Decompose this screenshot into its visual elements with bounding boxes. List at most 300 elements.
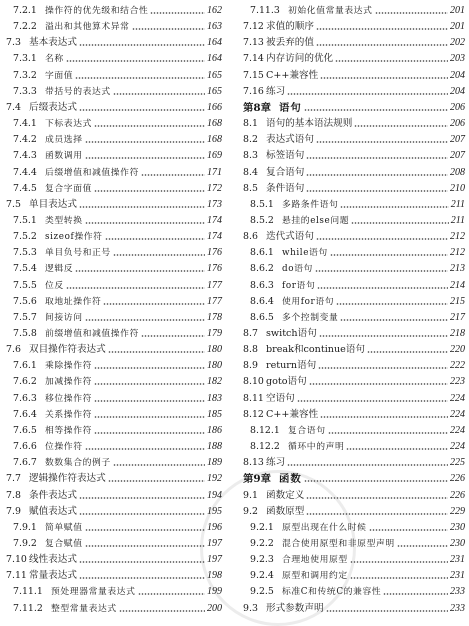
toc-entry-page: 199 [207,586,222,598]
toc-entry [243,358,465,374]
toc-entry-number: 8.1 [243,118,258,130]
toc-entry-number: 7.6.2 [13,376,37,388]
toc-entry-page: 197 [207,537,222,549]
toc-entry [6,51,222,67]
dot-leader [94,383,205,385]
toc-entry-number: 8.5.2 [250,214,274,226]
toc-entry-page: 215 [450,295,465,307]
toc-entry-number: 8.2 [243,134,258,146]
toc-entry-number: 7.3.3 [13,85,37,97]
toc-entry-number: 7.6.1 [13,360,37,372]
toc-entry [243,181,465,197]
toc-entry-title: 单目负号和正号 [45,248,111,259]
toc-entry-number: 8.6.1 [250,247,274,259]
toc-entry [6,181,222,197]
toc-entry-page: 212 [450,231,465,243]
toc-entry-number: 7.14 [243,53,264,65]
toc-entry-number: 8.6 [243,231,258,243]
toc-entry-title: 相等操作符 [45,425,92,436]
toc-entry [243,504,465,520]
toc-entry [6,455,222,471]
dot-leader [335,60,448,62]
toc-entry-number: 7.6.3 [13,392,37,404]
toc-entry-number: 8.9 [243,360,258,372]
toc-entry-page: 226 [450,473,465,485]
dot-leader [85,529,205,531]
dot-leader [336,303,448,305]
toc-entry-page: 214 [450,279,465,291]
toc-entry-page: 196 [207,521,222,533]
dot-leader [318,367,448,369]
dot-leader [306,190,448,192]
dot-leader [85,222,205,224]
toc-entry-title: 操作符的优先级和结合性 [45,6,149,16]
dot-leader [103,303,205,305]
toc-entry-title: 加减操作符 [45,377,92,388]
toc-entry-page: 165 [207,69,222,81]
toc-entry-title: 语句的基本语法规则 [266,118,353,130]
toc-entry-title: 原型和调用约定 [282,571,348,582]
toc-entry [243,310,465,326]
toc-entry-number: 8.5 [243,182,258,194]
dot-leader [383,593,448,595]
toc-entry-title: 求值的顺序 [266,21,314,33]
toc-entry-page: 186 [207,424,222,436]
toc-entry-title: 单目表达式 [29,198,77,210]
toc-entry-number: 7.2.2 [13,21,37,33]
dot-leader [346,448,448,450]
toc-entry [6,552,222,568]
toc-entry [6,19,222,35]
toc-entry-page: 182 [207,376,222,388]
toc-entry [6,3,222,19]
toc-entry [6,84,222,100]
dot-leader [79,513,205,515]
dot-leader [319,335,448,337]
toc-entry-title: 位操作符 [45,442,83,453]
toc-entry [243,455,465,471]
toc-entry-number: 8.8 [243,344,258,356]
toc-entry-page: 185 [207,408,222,420]
toc-entry-page: 224 [450,424,465,436]
toc-entry-title: 使用for语句 [282,296,335,307]
toc-entry-page: 169 [207,150,222,162]
toc-entry-number: 7.9.1 [13,521,37,533]
toc-entry-title: 迭代式语句 [266,231,314,243]
toc-entry-number: 7.3.1 [13,53,37,65]
toc-entry-number: 7.6 [6,344,21,356]
dot-leader [94,125,205,127]
toc-entry-title: 下标表达式 [45,119,92,130]
toc-entry-number: 9.2 [243,505,258,517]
toc-entry-title: 循环中的声明 [288,442,345,453]
toc-entry [6,536,222,552]
dot-leader [85,448,205,450]
toc-entry-page: 207 [450,150,465,162]
toc-entry-number: 8.11 [243,392,264,404]
toc-entry [6,197,222,213]
toc-entry-title: 内存访问的优化 [266,53,334,65]
dot-leader [316,238,448,240]
toc-entry-page: 217 [450,311,465,323]
toc-entry-number: 8.5.1 [250,198,274,210]
toc-entry-number: 9.2.2 [250,537,274,549]
toc-entry-number: 8.6.5 [250,311,274,323]
toc-entry-page: 172 [207,182,222,194]
toc-entry [6,165,222,181]
toc-entry-title: 基本表达式 [29,37,77,49]
toc-entry [243,568,465,584]
toc-entry-title: 多路条件语句 [282,199,339,210]
toc-entry [243,229,465,245]
toc-entry-title: 初始化值常量表达式 [288,6,373,16]
toc-entry-page: 200 [207,602,222,614]
dot-leader [94,367,205,369]
dot-leader [119,610,205,612]
toc-entry-title: 字面值 [45,70,74,81]
toc-entry-number: 7.3 [6,37,21,49]
dot-leader [66,60,205,62]
toc-entry-number: 7.6.4 [13,408,37,420]
toc-chapter-entry [243,100,465,116]
toc-entry-number: 7.4.2 [13,134,37,146]
dot-leader [350,577,448,579]
toc-entry [6,310,222,326]
toc-entry-number: 7.4.4 [13,166,37,178]
toc-entry [6,116,222,132]
dot-leader [340,319,448,321]
toc-entry-page: 162 [207,5,222,16]
dot-leader [108,351,205,353]
toc-entry-number: 7.11.2 [13,602,43,614]
toc-entry [243,374,465,390]
toc-entry-title: 移位操作符 [45,393,92,404]
toc-entry [6,374,222,390]
toc-entry-page: 183 [207,392,222,404]
toc-entry-page: 230 [450,537,465,549]
dot-leader [309,383,448,385]
toc-entry-number: 7.4 [6,101,21,113]
toc-entry [6,584,222,600]
toc-entry-page: 176 [207,247,222,259]
toc-entry-title: goto语句 [266,376,307,388]
toc-entry-number: 7.5.7 [13,311,37,323]
dot-leader [132,28,205,30]
toc-entry-page: 226 [450,489,465,501]
dot-leader [141,335,205,337]
toc-entry-page: 211 [450,214,465,226]
toc-entry-number: 8.6.3 [250,279,274,291]
toc-entry [6,520,222,536]
toc-entry-title: 多个控制变量 [282,312,339,323]
toc-entry-number: 8.4 [243,166,258,178]
toc-entry-number: 8.12 [243,408,264,420]
toc-entry-title: 函数定义 [266,489,305,501]
toc-entry-number: 7.9.2 [13,537,37,549]
toc-entry-page: 168 [207,118,222,130]
toc-entry-title: 复合语句 [288,425,326,436]
toc-entry-number: 8.10 [243,376,264,388]
toc-entry-number: 8.6.4 [250,295,274,307]
dot-leader [85,545,205,547]
dot-leader [66,287,205,289]
toc-entry-number: 7.8 [6,489,21,501]
toc-entry [243,552,465,568]
toc-entry-number: 7.11 [6,570,27,582]
toc-entry [243,19,465,35]
toc-entry [243,294,465,310]
toc-entry-title: 数数集合的例子 [45,458,111,469]
toc-entry-title: 混合使用原型和非原型声明 [282,538,395,549]
toc-entry-number: 7.5.1 [13,214,37,226]
toc-entry [243,213,465,229]
toc-entry [243,536,465,552]
toc-entry-title: 带括号的表达式 [45,86,111,97]
dot-leader [79,206,205,208]
toc-entry-page: 174 [207,231,222,243]
toc-entry-page: 231 [450,554,465,566]
toc-entry-title: 间接访问 [45,312,83,323]
toc-entry-number: 7.5.5 [13,279,37,291]
toc-entry-number: 7.5.3 [13,247,37,259]
toc-entry-page: 231 [450,570,465,582]
toc-entry-title: 函数 [279,473,302,486]
toc-entry-number: 7.7 [6,473,21,485]
toc-entry-page: 213 [450,263,465,275]
toc-entry-page: 176 [207,263,222,275]
toc-entry-page: 202 [450,37,465,49]
toc-entry [6,423,222,439]
toc-entry-page: 220 [450,344,465,356]
toc-entry-number: 7.15 [243,69,264,81]
dot-leader [94,190,205,192]
toc-entry-page: 174 [207,214,222,226]
toc-entry-page: 179 [207,328,222,339]
toc-entry-page: 178 [207,311,222,323]
toc-entry [243,520,465,536]
toc-entry-title: 后缀增值和减值操作符 [45,167,139,178]
toc-entry-number: 7.4.1 [13,118,37,130]
dot-leader [94,416,205,418]
toc-entry [6,342,222,358]
toc-entry-page: 206 [450,101,465,113]
dot-leader [85,157,205,159]
dot-leader [316,141,448,143]
toc-entry-title: 关系操作符 [45,409,92,420]
toc-entry-title: 复合赋值 [45,538,83,549]
toc-entry-page: 164 [207,53,222,65]
toc-entry-page: 180 [207,360,222,372]
dot-leader [367,351,448,353]
toc-entry-page: 225 [450,457,465,469]
toc-entry-page: 224 [450,441,465,453]
toc-entry-title: 标签语句 [266,150,305,162]
dot-leader [79,497,205,499]
dot-leader [330,254,448,256]
toc-entry [243,116,465,132]
toc-chapter-entry [243,471,465,487]
toc-entry-title: for语句 [282,280,316,291]
toc-entry [243,148,465,164]
dot-leader [306,174,448,176]
toc-entry-title: 整型常量表达式 [51,603,117,614]
toc-entry-title: 简单赋值 [45,522,83,533]
dot-leader [79,109,205,111]
toc-entry-number: 9.2.5 [250,586,274,598]
toc-entry [243,132,465,148]
toc-entry-number: 7.5.2 [13,231,37,243]
toc-entry-title: C++兼容性 [266,69,319,81]
toc-entry [243,423,465,439]
toc-entry-page: 224 [450,392,465,404]
dot-leader [113,464,205,466]
toc-entry-number: 8.6.2 [250,263,274,275]
toc-entry-page: 233 [450,586,465,598]
toc-entry-number: 8.13 [243,457,264,469]
toc-entry-title: 合理地使用原型 [282,555,348,566]
dot-leader [113,93,205,95]
toc-entry-number: 7.4.3 [13,150,37,162]
toc-entry-number: 第9章 [243,473,272,486]
toc-entry [6,132,222,148]
toc-entry-title: 原型出现在什么时候 [282,522,367,533]
toc-entry-number: 7.16 [243,85,264,97]
toc-entry-number: 8.12.1 [250,424,280,436]
toc-entry-page: 192 [207,473,222,485]
dot-leader [306,497,448,499]
toc-entry [6,100,222,116]
toc-entry-page: 201 [450,21,465,33]
dot-leader [340,206,448,208]
toc-entry-page: 203 [450,53,465,65]
toc-entry-title: 溢出和其他算术异常 [45,22,130,33]
toc-entry-title: 预处理器常量表达式 [51,587,136,598]
toc-entry-number: 7.9 [6,505,21,517]
toc-entry-page: 207 [450,134,465,146]
toc-entry-number: 7.6.7 [13,457,37,469]
toc-entry-page: 206 [450,118,465,130]
toc-entry-page: 163 [207,21,222,33]
dot-leader [94,400,205,402]
toc-entry [243,488,465,504]
toc-entry [243,407,465,423]
toc-entry-title: 双目操作符表达式 [29,344,106,356]
toc-entry-title: 复合语句 [266,166,305,178]
dot-leader [320,77,448,79]
dot-leader [320,416,448,418]
toc-entry-number: 7.5.6 [13,295,37,307]
toc-entry-title: 表达式语句 [266,134,314,146]
toc-entry [243,35,465,51]
dot-leader [141,174,205,176]
toc-entry [6,326,222,342]
toc-entry-title: 条件表达式 [29,489,77,501]
toc-entry [243,278,465,294]
toc-entry-title: 逻辑操作符表达式 [29,473,106,485]
toc-entry-page: 177 [207,295,222,307]
dot-leader [297,400,448,402]
dot-leader [354,125,448,127]
dot-leader [369,529,448,531]
toc-entry-title: 前缀增值和减值操作符 [45,329,139,339]
toc-entry-number: 7.3.2 [13,69,37,81]
toc-entry-title: 形式参数声明 [266,602,324,614]
toc-entry-number: 8.7 [243,328,258,339]
toc-entry-title: 函数原型 [266,505,305,517]
toc-entry-page: 165 [207,85,222,97]
toc-entry-title: 被丢弃的值 [266,37,314,49]
toc-entry [6,278,222,294]
toc-entry [243,342,465,358]
toc-entry-number: 第8章 [243,101,272,114]
dot-leader [351,222,449,224]
toc-entry-page: 210 [450,182,465,194]
dot-leader [138,593,205,595]
dot-leader [375,12,448,14]
dot-leader [326,610,448,612]
toc-entry-page: 211 [450,198,465,210]
toc-entry-page: 233 [450,602,465,614]
toc-entry [6,148,222,164]
toc-entry-page: 223 [450,376,465,388]
toc-entry [243,165,465,181]
toc-entry-title: 空语句 [266,392,295,404]
toc-entry-number: 7.11.1 [13,586,43,598]
dot-leader [316,28,448,30]
toc-entry-page: 218 [450,328,465,339]
toc-entry-title: switch语句 [266,328,317,339]
toc-entry-title: while语句 [282,248,328,259]
dot-leader [304,109,448,111]
toc-entry [6,391,222,407]
toc-entry-page: 224 [450,408,465,420]
toc-entry-title: break和continue语句 [266,344,366,356]
toc-entry [243,261,465,277]
toc-entry-title: 练习 [266,457,286,469]
dot-leader [350,561,448,563]
dot-leader [75,77,205,79]
toc-entry [6,261,222,277]
toc-entry-page: 173 [207,198,222,210]
toc-entry [243,601,465,617]
toc-entry-number: 9.3 [243,602,258,614]
toc-entry-number: 7.5 [6,198,21,210]
toc-entry [6,213,222,229]
toc-entry-title: sizeof操作符 [45,232,103,243]
dot-leader [85,319,205,321]
toc-entry-title: 条件语句 [266,182,305,194]
toc-entry [243,197,465,213]
toc-entry-page: 168 [207,134,222,146]
dot-leader [75,270,205,272]
toc-entry-number: 7.5.4 [13,263,37,275]
toc-entry [6,407,222,423]
toc-entry [6,439,222,455]
toc-entry-title: 逻辑反 [45,264,74,275]
toc-entry-title: 练习 [266,85,286,97]
toc-entry-title: 标准C和传统C的兼容性 [282,587,382,598]
dot-leader [306,157,448,159]
toc-entry-title: C++兼容性 [266,408,319,420]
toc-entry-title: 后缀表达式 [29,101,77,113]
dot-leader [150,12,205,14]
toc-entry-page: 229 [450,505,465,517]
toc-entry [6,504,222,520]
toc-entry-page: 171 [207,166,222,178]
toc-entry-number: 9.1 [243,489,258,501]
toc-entry-title: 成员选择 [45,135,83,146]
toc-entry [6,68,222,84]
